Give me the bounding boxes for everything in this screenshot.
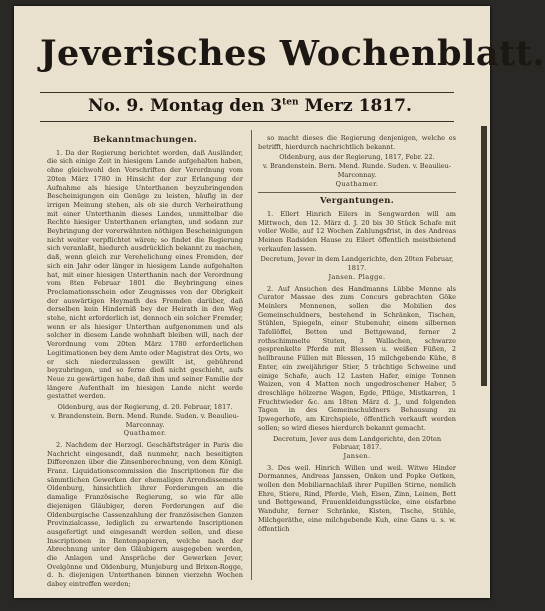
right-paragraph-1: 1. Ellert Hinrich Eilers in Sengwarden will am Mittwoch, den 12. März d. J. 20 bis 30 Stück Schafe mit voller Wolle, auf 12 Wochen Zahlungsfrist, in des Andreas Meinen Radsiden Hause zu Eilert öffentlich meistbietend verkaufen lassen.: [258, 209, 456, 253]
issue-date-prefix: den 3: [229, 96, 283, 116]
right-paragraph-3: 3. Des weil. Hinrich Willen und weil. Witwe Hinder Dormannes, Andreas Janssen, Onken und Popke Oetken, wollen den Mobiliarnachlaß ihrer Pupillen Stirne, nemlich Ehre, Stiere, Rind, Pferde, Vieh, Eisen, Zinn, Leinen, Bett und Bettgewand, Frauenkleidungsstücke, eine eisfarbne Wanduhr, ferner Schränke, Kisten, Tische, Stühle, Milchgeräthe, eine milchgebende Kuh, eine Gans u. s. w. öffentlich: [258, 463, 456, 533]
right-p1-names: Jansen. Plagge.: [328, 272, 386, 281]
right-p2-sig: Decretum, Jever aus dem Landgerichte, den 20ten Februar, 1817.: [272, 434, 442, 452]
left-sig-line: Oldenburg, aus der Regierung, d. 20. Februar, 1817.: [57, 403, 233, 412]
issue-weekday: Montag: [150, 96, 224, 116]
left-heading: Bekanntmachungen.: [92, 135, 198, 145]
right-top-sig-names: v. Brandenstein. Bern. Mend. Runde. Suden. v. Beaulieu-Marconnay.: [262, 162, 452, 179]
right-p2-names: Jansen.: [343, 451, 371, 460]
right-section-rule: [258, 192, 456, 193]
right-paragraph-2: 2. Auf Ansuchen des Handmanns Lübbe Menne als Curator Massae des zum Concurs gebrachten Göke Meinlers Monnenen, sollen die Mobilien des Gemeinschuldners, bestehend in Schränken, Tischen, Stühlen, Spiegeln, einer Stubenuhr, einem silbernen Tafellöffel, Betten und Bettgewand, ferner 2 rothschimmelte Stuten, 3 Wallachen, schwarze gesprenkelte Pferde mit Blessen u. weißen Füßen, 2 hellbraune Füllen mit Blessen, 15 milchgebende Kühe, 8 Enter, ein zweijähriger Stier, 5 trächtige Schweine und einige Schafe, auch 12 Lasten Hafer, einige Tonnen Waizen, von 4 Matten noch ungedroschener Haber, 5 dreschläge hölzerne Wagen, Egde, Pflüge, Mistkarren, 1 Fruchtwieder &c. am 18ten März d. J., und folgenden Tagen in des Gemeinschuldners Behausung zu Ipwegerhofe, am Kirchspiele, öffentlich verkauft werden sollen; so wird dieses hierdurch bekannt gemacht.: [258, 284, 456, 432]
left-paragraph-2: 2. Nachdem der Herzogl. Geschäftsträger in Paris die Nachricht eingesandt, daß nunmehr, nach beseitigten Differenzen über die Zinsenberechnung, von dem Königl. Franz. Liquidationscommission die Inscriptionen für die sämmtlichen Gewerken der ehemaligen Arrondissements Oldenburg, hinsichtlich ihrer Forderungen an die damalige Französische Regierung, so wie für alle diejenigen Gläubiger, deren Forderungen auf die Oldenburgische Cassenzahlung der französischen Ganzen Provinzialcasse, lediglich zu erwartende Inscriptionen ausgefertigt und eingesandt werden sollen, und diese Inscriptionen in Rentenpapieren, welche nach der Abrechnung unter den Gläubigern ausgegeben werden, die Anlagen und Ansprüche der Gewerken Jever, Ovelgönne und Oldenburg, Munjeburg und Brixen-Rogge, d. h. diejenigen Unterthanen binnen vierzehn Wochen dabey eintreffen werden;: [47, 440, 243, 589]
right-top-text: so macht dieses die Regierung denjenigen, welche es betrifft, hierdurch nachrichtlich bekannt.: [258, 134, 456, 151]
masthead-title: Jeverisches Wochenblatt.: [40, 33, 545, 74]
masthead-rule-top: [40, 92, 454, 93]
left-paragraph-1: 1. Da der Regierung berichtet worden, daß Ausländer, die sich einige Zeit in hiesigem Lande aufgehalten haben, ohne gleichwohl den Vorschriften der Verordnung vom 20ten März 1780 in Hinsicht der zur Erlangung der Aufnahme als hiesige Unterthanen beyzubringenden Bescheinigungen ein Genüge zu leisten, häufig in der irrigen Meinung stehen, als ob sie durch Verheirathung mit einer Unterthanin dieses Landes, unmittelbar die Rechte hiesiger Unterthanen erlangten, und sodann zur Beybringung der vorerwähnten nöthigen Bescheinigungen nicht weiter verpflichtet wären; so findet die Regierung sich veranlaßt, hiedurch ausdrücklich bekannt zu machen, daß, wenn gleich zur Verehelichung eines Fremden, der sich ein Jahr oder länger in hiesigem Lande aufgehalten hat, mit einer hiesigen Unterthanin nach der Verordnung vom 8ten Februar 1801 die Beybringung eines Proclamationsschein oder Zeugnisses von der Obrigkeit der auswärtigen Heymath des Fremden darüber, daß derselben kein Hinderniß bey der Heirath in den Weg stehe, nicht erforderlich ist, dennoch ein solcher Fremder, wenn er als hiesiger Unterthan aufgenommen und als solcher in diesem Lande wohnhaft bleiben will, nach der Verordnung vom 20ten März 1780 erforderlichen Legitimationen bey dem Amte oder Magistrat des Orts, wo er sich niederzulassen gewillt ist, gebührend beyzubringen, und so ferne dieß nicht geschieht, aufs Neue zu gewärtigen habe, daß ihm und seiner Familie der längere Aufenthalt im hiesigen Lande nicht werde gestattet werden.: [47, 148, 243, 401]
masthead-rule-bottom: [40, 121, 454, 122]
issue-date-rest: Merz 1817.: [304, 96, 412, 116]
right-top-sig-line: Oldenburg, aus der Regierung, 1817, Febr. 22.: [279, 153, 435, 162]
right-column: [258, 134, 456, 535]
left-sig-names: v. Brandenstein. Bern. Mend. Runde. Suden. v. Beaulieu-Marconnay.: [50, 411, 240, 429]
left-column: [47, 134, 243, 591]
right-p1-sig: Decretum, Jever in dem Landgerichte, den 20ten Februar, 1817.: [260, 255, 454, 273]
issue-number: No. 9.: [88, 96, 145, 116]
right-heading: Vergantungen.: [319, 196, 394, 207]
issue-date-sup: ten: [282, 97, 299, 108]
left-sig-secretary: Quathamer.: [123, 429, 167, 438]
scan-edge-bar: [481, 126, 487, 386]
right-top-sig-secretary: Quathamer.: [335, 179, 379, 188]
newspaper-page: [14, 6, 545, 598]
issue-line: [88, 96, 412, 116]
column-divider: [251, 130, 252, 580]
